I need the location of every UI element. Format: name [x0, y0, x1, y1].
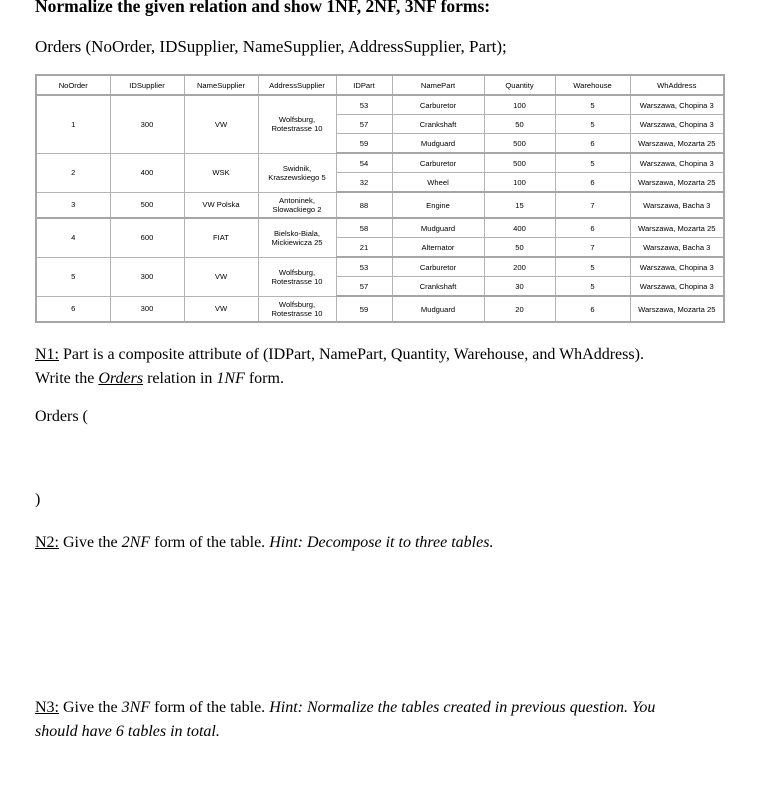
cell-name-supplier: WSK	[184, 153, 258, 192]
cell-wh-address: Warszawa, Mozarta 25	[630, 173, 724, 193]
cell-id-supplier: 300	[110, 95, 184, 153]
answer-close-paren: )	[35, 491, 41, 508]
column-header: IDPart	[336, 75, 392, 95]
cell-quantity: 50	[484, 238, 555, 258]
cell-name-part: Crankshaft	[392, 277, 484, 297]
cell-quantity: 30	[484, 277, 555, 297]
address-line: Kraszewskiego 5	[268, 172, 326, 182]
cell-wh-address: Warszawa, Bacha 3	[630, 238, 724, 258]
cell-no-order: 4	[36, 218, 110, 257]
cell-no-order: 3	[36, 192, 110, 218]
cell-id-supplier: 600	[110, 218, 184, 257]
cell-warehouse: 7	[555, 238, 630, 258]
normal-form: 1NF	[216, 370, 245, 387]
column-header: IDSupplier	[110, 75, 184, 95]
question-n3	[35, 696, 655, 744]
address-line: Wolfsburg,	[278, 299, 316, 309]
cell-id-supplier: 300	[110, 257, 184, 296]
cell-name-part: Carburetor	[392, 95, 484, 115]
question-text: Write the	[35, 370, 99, 387]
column-header: Quantity	[484, 75, 555, 95]
cell-warehouse: 5	[555, 257, 630, 277]
table-row	[36, 257, 724, 277]
cell-name-part: Mudguard	[392, 134, 484, 154]
address-line: Rotestrasse 10	[271, 124, 323, 134]
cell-wh-address: Warszawa, Mozarta 25	[630, 296, 724, 322]
table-row	[36, 296, 724, 322]
relation-schema: Orders (NoOrder, IDSupplier, NameSupplier, AddressSupplier, Part);	[35, 37, 507, 56]
cell-name-part: Engine	[392, 192, 484, 218]
page-heading: Normalize the given relation and show 1NF, 2NF, 3NF forms:	[35, 0, 491, 16]
cell-warehouse: 6	[555, 296, 630, 322]
cell-address-supplier	[258, 95, 336, 153]
cell-address-supplier	[258, 257, 336, 296]
address-line: Rotestrasse 10	[271, 308, 323, 318]
cell-name-part: Crankshaft	[392, 115, 484, 134]
cell-name-supplier: FIAT	[184, 218, 258, 257]
question-label: N3:	[35, 699, 59, 716]
cell-quantity: 200	[484, 257, 555, 277]
question-text: form of the table.	[150, 534, 270, 551]
cell-warehouse: 7	[555, 192, 630, 218]
question-label: N1:	[35, 346, 59, 363]
table-row	[36, 192, 724, 218]
question-hint: should have 6 tables in total.	[35, 723, 220, 740]
cell-address-supplier	[258, 192, 336, 218]
cell-id-part: 88	[336, 192, 392, 218]
cell-id-part: 59	[336, 134, 392, 154]
cell-name-part: Carburetor	[392, 257, 484, 277]
cell-id-part: 59	[336, 296, 392, 322]
question-n1	[35, 343, 644, 391]
cell-name-part: Carburetor	[392, 153, 484, 173]
question-n2	[35, 531, 493, 555]
cell-name-part: Mudguard	[392, 218, 484, 238]
cell-address-supplier	[258, 218, 336, 257]
cell-quantity: 20	[484, 296, 555, 322]
question-hint: Hint: Normalize the tables created in previous question. You	[269, 699, 656, 716]
cell-wh-address: Warszawa, Mozarta 25	[630, 218, 724, 238]
question-text: Give the	[59, 534, 122, 551]
cell-warehouse: 6	[555, 134, 630, 154]
answer-open-paren: Orders (	[35, 408, 88, 425]
cell-warehouse: 5	[555, 95, 630, 115]
question-hint: Hint: Decompose it to three tables.	[269, 534, 494, 551]
column-header: NoOrder	[36, 75, 110, 95]
orders-table	[35, 74, 725, 323]
cell-name-part: Mudguard	[392, 296, 484, 322]
question-text: Give the	[59, 699, 122, 716]
cell-id-part: 57	[336, 277, 392, 297]
table-row	[36, 95, 724, 115]
cell-address-supplier	[258, 153, 336, 192]
cell-id-part: 54	[336, 153, 392, 173]
normal-form: 2NF	[121, 534, 151, 551]
cell-quantity: 500	[484, 153, 555, 173]
relation-name: Orders	[98, 370, 144, 387]
cell-id-part: 53	[336, 95, 392, 115]
cell-name-supplier: VW	[184, 257, 258, 296]
cell-warehouse: 5	[555, 277, 630, 297]
question-text: form of the table.	[150, 699, 270, 716]
address-line: Slowackiego 2	[272, 204, 322, 214]
question-label: N2:	[35, 534, 59, 551]
cell-wh-address: Warszawa, Chopina 3	[630, 95, 724, 115]
cell-quantity: 100	[484, 95, 555, 115]
cell-id-supplier: 300	[110, 296, 184, 322]
cell-name-part: Alternator	[392, 238, 484, 258]
cell-quantity: 400	[484, 218, 555, 238]
cell-id-supplier: 500	[110, 192, 184, 218]
normal-form: 3NF	[121, 699, 151, 716]
column-header: NameSupplier	[184, 75, 258, 95]
cell-id-part: 58	[336, 218, 392, 238]
address-line: Mickiewicza 25	[271, 237, 323, 247]
cell-wh-address: Warszawa, Chopina 3	[630, 115, 724, 134]
cell-no-order: 6	[36, 296, 110, 322]
cell-id-part: 21	[336, 238, 392, 258]
cell-name-supplier: VW	[184, 95, 258, 153]
column-header: NamePart	[392, 75, 484, 95]
cell-warehouse: 5	[555, 153, 630, 173]
table-row	[36, 218, 724, 238]
cell-name-supplier: VW	[184, 296, 258, 322]
table-row	[36, 153, 724, 173]
cell-quantity: 100	[484, 173, 555, 193]
cell-name-part: Wheel	[392, 173, 484, 193]
cell-wh-address: Warszawa, Chopina 3	[630, 257, 724, 277]
cell-id-part: 57	[336, 115, 392, 134]
address-line: Wolfsburg,	[278, 115, 316, 125]
cell-id-part: 53	[336, 257, 392, 277]
column-header: AddressSupplier	[258, 75, 336, 95]
address-line: Antoninek,	[279, 195, 315, 205]
cell-no-order: 2	[36, 153, 110, 192]
question-text: relation in	[143, 370, 217, 387]
address-line: Swidnik,	[282, 163, 312, 173]
address-line: Bielsko-Biala,	[273, 228, 320, 238]
cell-wh-address: Warszawa, Chopina 3	[630, 153, 724, 173]
address-line: Wolfsburg,	[278, 267, 316, 277]
cell-wh-address: Warszawa, Chopina 3	[630, 277, 724, 297]
column-header: WhAddress	[630, 75, 724, 95]
cell-id-part: 32	[336, 173, 392, 193]
cell-warehouse: 5	[555, 115, 630, 134]
table-header-row	[36, 75, 724, 95]
column-header: Warehouse	[555, 75, 630, 95]
question-text: form.	[244, 370, 284, 387]
cell-no-order: 5	[36, 257, 110, 296]
address-line: Rotestrasse 10	[271, 276, 323, 286]
question-text: Part is a composite attribute of (IDPart, NamePart, Quantity, Warehouse, and WhAddress).	[59, 346, 644, 363]
cell-id-supplier: 400	[110, 153, 184, 192]
cell-no-order: 1	[36, 95, 110, 153]
cell-wh-address: Warszawa, Mozarta 25	[630, 134, 724, 154]
cell-quantity: 50	[484, 115, 555, 134]
cell-warehouse: 6	[555, 218, 630, 238]
cell-address-supplier	[258, 296, 336, 322]
cell-wh-address: Warszawa, Bacha 3	[630, 192, 724, 218]
cell-warehouse: 6	[555, 173, 630, 193]
cell-name-supplier: VW Polska	[184, 192, 258, 218]
cell-quantity: 15	[484, 192, 555, 218]
cell-quantity: 500	[484, 134, 555, 154]
